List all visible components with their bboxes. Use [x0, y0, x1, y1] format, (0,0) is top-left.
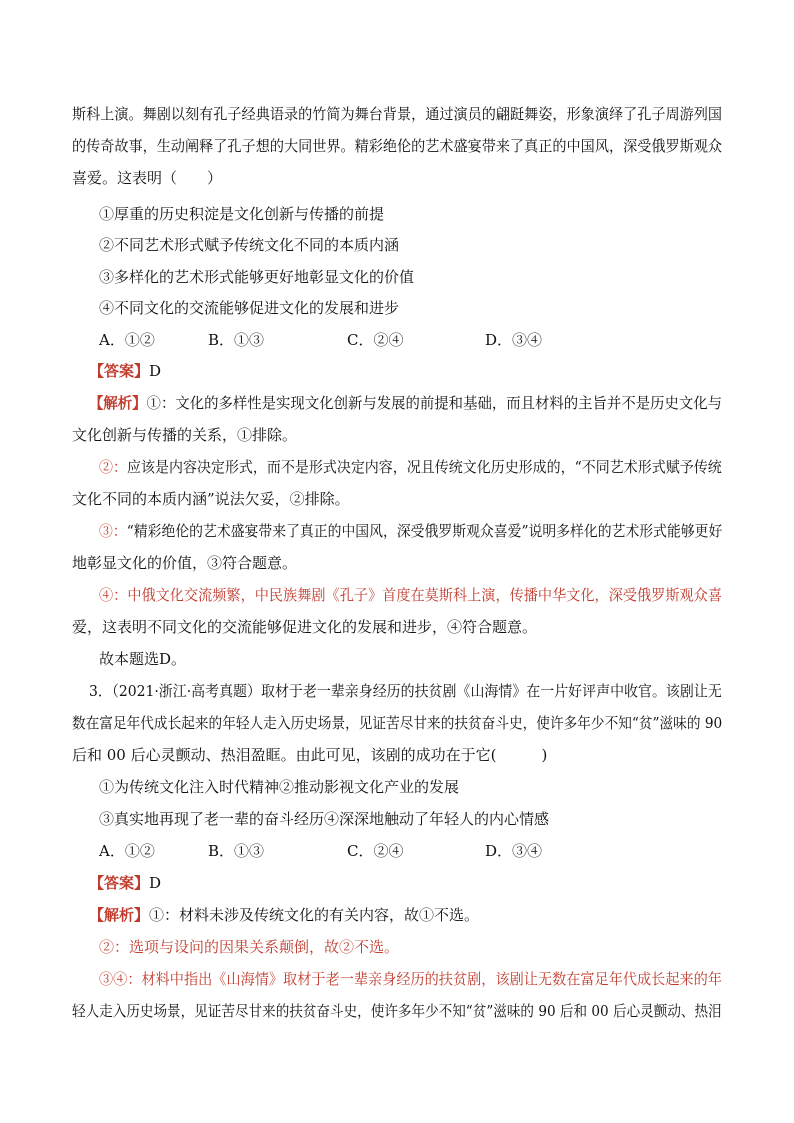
q3-answer	[89, 873, 161, 893]
q2-statement-1: ①厚重的历史积淀是文化创新与传播的前提	[99, 205, 385, 223]
intro-line-3: 喜爱。这表明（ ）	[72, 169, 223, 187]
q3-option-c: C．②④	[347, 842, 404, 860]
q2-answer	[89, 361, 161, 381]
q3-analysis-2: ②：选项与设问的因果关系颠倒，故②不选。	[99, 938, 400, 956]
q2-analysis-1-line-1	[89, 393, 722, 413]
q2-statement-2: ②不同艺术形式赋予传统文化不同的本质内涵	[99, 236, 400, 254]
analysis-text: ①：材料未涉及传统文化的有关内容，故①不选。	[149, 906, 480, 924]
q2-option-d: D．③④	[485, 331, 543, 349]
analysis-text: 应该是内容决定形式，而不是形式决定内容，况且传统文化历史形成的，“不同艺术形式赋予传统	[126, 458, 722, 476]
analysis-text: ①：文化的多样性是实现文化创新与发展的前提和基础，而且材料的主旨并不是历史文化与	[146, 394, 723, 412]
answer-label: 【答案】	[89, 874, 150, 892]
q2-analysis-4-line-1: ④：中俄文化交流频繁，中民族舞剧《孔子》首度在莫斯科上演，传播中华文化，深受俄罗斯观众喜	[99, 586, 722, 604]
q3-analysis-34-line-1: ③④：材料中指出《山海情》取材于老一辈亲身经历的扶贫剧，该剧让无数在富足年代成长起来的年	[99, 970, 722, 988]
q3-stem-line-3: 后和 00 后心灵颤动、热泪盈眶。由此可见，该剧的成功在于它( )	[72, 746, 548, 764]
q2-option-b: B．①③	[208, 331, 265, 349]
q3-option-a: A．①②	[99, 842, 155, 860]
analysis-marker: ③：	[99, 522, 127, 540]
q2-statement-3: ③多样化的艺术形式能够更好地彰显文化的价值	[99, 268, 415, 286]
q2-analysis-3-line-1	[99, 521, 722, 541]
q2-option-c: C．②④	[347, 331, 404, 349]
q2-analysis-4-line-2: 爱，这表明不同文化的交流能够促进文化的发展和进步，④符合题意。	[72, 618, 538, 636]
analysis-label: 【解析】	[89, 394, 147, 412]
q3-stem-line-1: 3．（2021·浙江·高考真题）取材于老一辈亲身经历的扶贫剧《山海情》在一片好评声中收官。该剧让无	[89, 682, 722, 700]
q3-analysis-1	[89, 905, 479, 925]
q2-statement-4: ④不同文化的交流能够促进文化的发展和进步	[99, 299, 400, 317]
q2-analysis-1-line-2: 文化创新与传播的关系，①排除。	[72, 426, 298, 444]
analysis-text: “精彩绝伦的艺术盛宴带来了真正的中国风，深受俄罗斯观众喜爱”说明多样化的艺术形式能够更好	[126, 522, 723, 540]
analysis-marker: ②：	[99, 458, 127, 476]
q2-analysis-2-line-2: 文化不同的本质内涵”说法欠妥，②排除。	[72, 490, 350, 508]
answer-label: 【答案】	[89, 362, 150, 380]
q3-statements-1-2: ①为传统文化注入时代精神②推动影视文化产业的发展	[99, 778, 460, 796]
q3-analysis-34-line-2: 轻人走入历史场景，见证苦尽甘来的扶贫奋斗史，使许多年少不知“贫”滋味的 90 后和 00 后心灵颤动、热泪	[72, 1002, 722, 1020]
intro-line-2: 的传奇故事，生动阐释了孔子想的大同世界。精彩绝伦的艺术盛宴带来了真正的中国风，深受俄罗斯观众	[72, 137, 722, 155]
q2-option-a: A．①②	[99, 331, 155, 349]
analysis-label: 【解析】	[89, 906, 150, 924]
q3-option-d: D．③④	[485, 842, 543, 860]
q2-analysis-2-line-1	[99, 457, 722, 477]
intro-line-1: 斯科上演。舞剧以刻有孔子经典语录的竹简为舞台背景，通过演员的翩跹舞姿，形象演绎了孔子周游列国	[72, 105, 722, 123]
answer-value: D	[149, 874, 162, 892]
q3-stem-line-2: 数在富足年代成长起来的年轻人走入历史场景，见证苦尽甘来的扶贫奋斗史，使许多年少不知“贫”滋味的 90	[72, 714, 723, 732]
q2-analysis-3-line-2: 地彰显文化的价值，③符合题意。	[72, 554, 298, 572]
q3-statements-3-4: ③真实地再现了老一辈的奋斗经历④深深地触动了年轻人的内心情感	[99, 810, 550, 828]
answer-value: D	[149, 362, 162, 380]
q3-option-b: B．①③	[208, 842, 265, 860]
q2-conclusion: 故本题选D。	[99, 650, 187, 668]
